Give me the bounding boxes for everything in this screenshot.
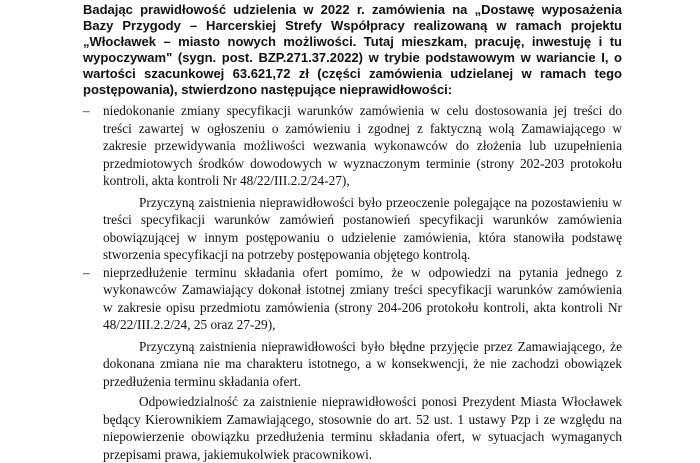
intro-paragraph: Badając prawidłowość udzielenia w 2022 r. zamówienia na „Dostawę wyposażenia Bazy Przygody – Harcerskiej Strefy Współpracy realizowaną w ramach projektu „Włocławek – miasto nowych możliwości. Tutaj mieszkam, pracuję, inwestuję i tu wypoczywam" (sygn. post. BZP.271.37.2022) w trybie podstawowym w wariancie I, o wartości szacunkowej 63.621,72 zł (części zamówienia udzielanej w ramach tego postępowania), stwierdzono następujące nieprawidłowości: (83, 2, 622, 97)
findings-list (83, 102, 622, 463)
closing-paragraph: Odpowiedzialność za zaistnienie nieprawidłowości ponosi Prezydent Miasta Włocławek będący Kierownikiem Zamawiającego, stosownie do art. 52 ust. 1 ustawy Pzp i ze względu na niepowierzenie obowiązku przedłużenia terminu składania ofert, w sytuacjach wymaganych przepisami prawa, jakiemukolwiek pracownikowi. (103, 394, 622, 462)
finding-text: nieprzedłużenie terminu składania ofert pomimo, że w odpowiedzi na pytania jednego z wykonawców Zamawiający dokonał istotnej zmiany treści specyfikacji warunków zamówienia w zakresie opisu przedmiotu zamówienia (strony 204-206 protokołu kontroli, akta kontroli Nr 48/22/III.2.2/24, 25 oraz 27-29), (103, 264, 622, 332)
bullet-dash: – (83, 264, 90, 280)
finding-item (83, 102, 622, 264)
finding-item (83, 264, 622, 391)
cause-text: Przyczyną zaistnienia nieprawidłowości było przeoczenie polegające na pozostawieniu w treści specyfikacji warunków zamówień postanowień specyfikacji warunków zamówienia obowiązującej w innym postępowaniu o udzielenie zamówienia, która stanowiła podstawę stworzenia specyfikacji na potrzeby postępowania objętego kontrolą. (103, 194, 622, 262)
finding-text: niedokonanie zmiany specyfikacji warunków zamówienia w celu dostosowania jej treści do treści zawartej w ogłoszeniu o zamówieniu i zgodnej z faktyczną wolą Zamawiającego w zakresie przewidywania możliwości wezwania wykonawców do złożenia lub uzupełnienia przedmiotowych środków dowodowych w wyznaczonym terminie (strony 202-203 protokołu kontroli, akta kontroli Nr 48/22/III.2.2/24-27), (103, 103, 622, 188)
cause-text: Przyczyną zaistnienia nieprawidłowości było błędne przyjęcie przez Zamawiającego, że dokonana zmiana nie ma charakteru istotnego, a w konsekwencji, że nie zachodzi obowiązek przedłużenia terminu składania ofert. (103, 338, 622, 389)
bullet-dash: – (83, 103, 90, 118)
closing-item (83, 393, 622, 463)
